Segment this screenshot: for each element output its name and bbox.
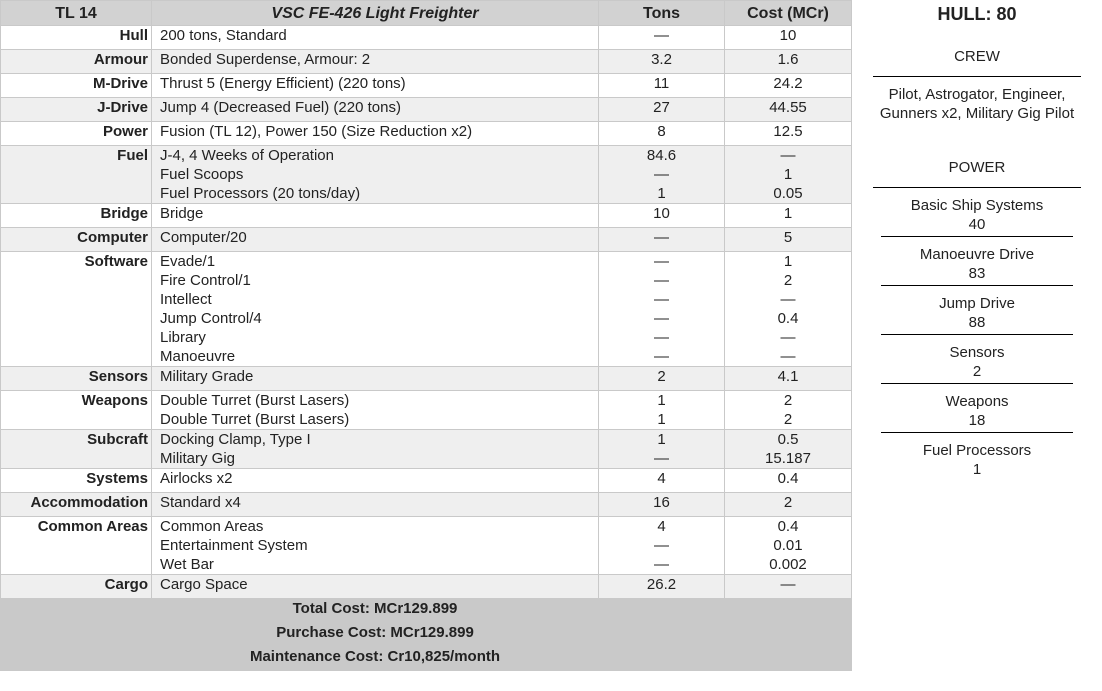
row-tons	[599, 391, 725, 430]
total-cost-row	[1, 599, 852, 623]
description-line: Common Areas	[160, 518, 264, 535]
row-tons	[599, 228, 725, 252]
description-line: Military Grade	[160, 368, 254, 385]
cost-value: 0.05	[773, 185, 803, 202]
description-line: Fire Control/1	[160, 272, 251, 289]
tons-value: 1	[657, 185, 666, 202]
description-line: Evade/1	[160, 253, 216, 270]
row-tons	[599, 204, 725, 228]
description-line: Computer/20	[160, 229, 247, 246]
row-cost	[725, 74, 852, 98]
description-line: Entertainment System	[160, 537, 308, 554]
row-cost	[725, 122, 852, 146]
crew-list	[852, 85, 1102, 123]
crew-title: CREW	[954, 48, 1000, 65]
spec-row	[1, 367, 852, 391]
row-cost	[725, 517, 852, 575]
row-cost	[725, 50, 852, 74]
row-cost	[725, 26, 852, 50]
tons-value: —	[654, 556, 669, 573]
spec-row	[1, 430, 852, 469]
row-tons	[599, 367, 725, 391]
description-line: Jump 4 (Decreased Fuel) (220 tons)	[160, 99, 401, 116]
row-tons	[599, 122, 725, 146]
spec-row	[1, 98, 852, 122]
row-label-text: Sensors	[88, 368, 148, 385]
cost-value: 5	[783, 229, 793, 246]
description-line: Fuel Processors (20 tons/day)	[160, 185, 361, 202]
row-description	[152, 252, 599, 367]
tons-value: 27	[653, 99, 670, 116]
description-line: J-4, 4 Weeks of Operation	[160, 147, 334, 164]
cost-value: 24.2	[773, 75, 803, 92]
tons-value: 84.6	[646, 147, 677, 164]
description-line: Bonded Superdense, Armour: 2	[160, 51, 371, 68]
row-cost	[725, 469, 852, 493]
description-line: Cargo Space	[160, 576, 248, 593]
row-cost	[725, 228, 852, 252]
row-label	[1, 252, 152, 367]
spec-row	[1, 204, 852, 228]
spec-row	[1, 26, 852, 50]
cost-value: 0.4	[777, 518, 799, 535]
row-description	[152, 575, 599, 599]
cost-value: 15.187	[765, 450, 811, 467]
crew-line: Gunners x2, Military Gig Pilot	[879, 105, 1075, 122]
description-line: Intellect	[160, 291, 212, 308]
description-line: Manoeuvre	[160, 348, 236, 365]
description-line: Bridge	[160, 205, 204, 222]
row-label	[1, 146, 152, 204]
row-cost	[725, 430, 852, 469]
row-label	[1, 493, 152, 517]
power-entry	[852, 433, 1102, 481]
row-cost	[725, 252, 852, 367]
power-entry-value: 88	[968, 314, 986, 331]
row-description	[152, 146, 599, 204]
row-label-text: Subcraft	[87, 431, 148, 448]
row-description	[152, 50, 599, 74]
maintenance-cost: Maintenance Cost: Cr10,825/month	[152, 647, 599, 671]
tech-level: TL 14	[1, 1, 152, 26]
row-label-text: Cargo	[104, 576, 148, 593]
description-line: Library	[160, 329, 206, 346]
tons-value: 4	[657, 470, 666, 487]
spec-row	[1, 228, 852, 252]
row-cost	[725, 391, 852, 430]
row-label-text: Bridge	[100, 205, 148, 222]
cost-value: —	[780, 329, 796, 346]
row-label	[1, 204, 152, 228]
tons-value: 2	[657, 368, 666, 385]
row-label-text: J-Drive	[97, 99, 148, 116]
power-entry-name: Weapons	[945, 393, 1009, 410]
description-line: Wet Bar	[160, 556, 214, 573]
power-entry-name: Fuel Processors	[922, 442, 1032, 459]
power-entry	[852, 335, 1102, 383]
row-tons	[599, 146, 725, 204]
power-entry	[852, 188, 1102, 236]
power-entry-name: Basic Ship Systems	[910, 197, 1044, 214]
cost-value: 44.55	[769, 99, 807, 116]
description-line: Military Gig	[160, 450, 236, 467]
power-list	[852, 188, 1102, 481]
tons-value: —	[654, 27, 669, 44]
power-entry-value: 40	[968, 216, 986, 233]
row-tons	[599, 252, 725, 367]
total-cost: Total Cost: MCr129.899	[152, 599, 599, 623]
spec-row	[1, 122, 852, 146]
row-label-text: Common Areas	[37, 518, 148, 535]
cost-value: 0.01	[773, 537, 803, 554]
tons-value: 1	[657, 431, 666, 448]
spec-row	[1, 50, 852, 74]
hull-points: HULL: 80	[937, 4, 1017, 24]
row-label	[1, 74, 152, 98]
row-tons	[599, 50, 725, 74]
power-entry-value: 83	[968, 265, 986, 282]
cost-value: 1	[783, 253, 793, 270]
spec-row	[1, 493, 852, 517]
row-cost	[725, 146, 852, 204]
cost-value: —	[780, 147, 796, 164]
row-label	[1, 469, 152, 493]
ship-name: VSC FE-426 Light Freighter	[152, 1, 599, 26]
power-entry	[852, 384, 1102, 432]
power-entry-name: Sensors	[949, 344, 1005, 361]
tons-value: —	[654, 537, 669, 554]
row-description	[152, 517, 599, 575]
description-line: Standard x4	[160, 494, 241, 511]
spec-row	[1, 517, 852, 575]
row-description	[152, 469, 599, 493]
power-title: POWER	[948, 159, 1006, 176]
row-cost	[725, 204, 852, 228]
row-label	[1, 430, 152, 469]
row-description	[152, 228, 599, 252]
row-tons	[599, 74, 725, 98]
row-label-text: Fuel	[117, 147, 148, 164]
description-line: Double Turret (Burst Lasers)	[160, 411, 350, 428]
tons-value: —	[654, 329, 669, 346]
tons-value: 10	[653, 205, 670, 222]
description-line: Jump Control/4	[160, 310, 262, 327]
cost-value: 12.5	[773, 123, 803, 140]
row-label	[1, 98, 152, 122]
purchase-cost-row	[1, 623, 852, 647]
row-label	[1, 391, 152, 430]
cost-value: 0.4	[777, 470, 799, 487]
description-line: Docking Clamp, Type I	[160, 431, 311, 448]
spec-row	[1, 74, 852, 98]
tons-value: —	[654, 229, 669, 246]
row-description	[152, 98, 599, 122]
description-line: Fuel Scoops	[160, 166, 244, 183]
tons-value: —	[654, 348, 669, 365]
row-tons	[599, 493, 725, 517]
row-description	[152, 430, 599, 469]
cost-value: 4.1	[777, 368, 799, 385]
row-cost	[725, 493, 852, 517]
cost-value: 0.5	[777, 431, 799, 448]
row-label-text: Software	[84, 253, 148, 270]
row-cost	[725, 98, 852, 122]
maintenance-cost-row	[1, 647, 852, 671]
spec-row	[1, 575, 852, 599]
description-line: Fusion (TL 12), Power 150 (Size Reduction x2)	[160, 123, 473, 140]
row-label	[1, 122, 152, 146]
row-description	[152, 204, 599, 228]
tons-value: —	[654, 291, 669, 308]
power-entry-value: 1	[972, 461, 982, 478]
tons-value: 8	[657, 123, 666, 140]
tons-value: —	[654, 450, 669, 467]
cost-value: 1	[783, 205, 793, 222]
row-label	[1, 575, 152, 599]
row-cost	[725, 575, 852, 599]
tons-value: 1	[657, 392, 666, 409]
description-line: 200 tons, Standard	[160, 27, 287, 44]
row-description	[152, 26, 599, 50]
row-tons	[599, 26, 725, 50]
tons-value: 26.2	[646, 576, 677, 593]
row-label	[1, 26, 152, 50]
row-tons	[599, 430, 725, 469]
tons-header: Tons	[599, 1, 725, 26]
header-row	[1, 1, 852, 26]
cost-value: 0.002	[769, 556, 807, 573]
row-description	[152, 493, 599, 517]
tons-value: 4	[657, 518, 666, 535]
power-entry-value: 18	[968, 412, 986, 429]
tons-value: —	[654, 253, 669, 270]
row-tons	[599, 575, 725, 599]
row-label-text: Systems	[86, 470, 148, 487]
power-entry	[852, 286, 1102, 334]
row-description	[152, 367, 599, 391]
row-label	[1, 367, 152, 391]
cost-header: Cost (MCr)	[725, 1, 852, 26]
tons-value: —	[654, 166, 669, 183]
row-label-text: Armour	[93, 51, 148, 68]
description-line: Thrust 5 (Energy Efficient) (220 tons)	[160, 75, 406, 92]
purchase-cost: Purchase Cost: MCr129.899	[152, 623, 599, 647]
row-label	[1, 517, 152, 575]
cost-value: 0.4	[777, 310, 799, 327]
row-label	[1, 50, 152, 74]
row-tons	[599, 469, 725, 493]
tons-value: —	[654, 272, 669, 289]
cost-value: —	[780, 348, 796, 365]
power-entry	[852, 237, 1102, 285]
row-description	[152, 74, 599, 98]
row-tons	[599, 517, 725, 575]
row-label-text: Power	[102, 123, 148, 140]
spec-row	[1, 146, 852, 204]
description-line: Airlocks x2	[160, 470, 233, 487]
cost-value: —	[780, 291, 796, 308]
row-cost	[725, 367, 852, 391]
power-entry-value: 2	[972, 363, 982, 380]
row-description	[152, 391, 599, 430]
spec-row	[1, 391, 852, 430]
row-label-text: Weapons	[81, 392, 148, 409]
cost-value: 2	[783, 494, 793, 511]
row-label-text: Accommodation	[30, 494, 148, 511]
cost-value: 1	[783, 166, 793, 183]
cost-value: —	[780, 576, 796, 593]
cost-value: 2	[783, 272, 793, 289]
row-description	[152, 122, 599, 146]
row-label-text: M-Drive	[92, 75, 148, 92]
description-line: Double Turret (Burst Lasers)	[160, 392, 350, 409]
summary-panel	[852, 0, 1102, 481]
cost-value: 10	[779, 27, 797, 44]
power-entry-name: Manoeuvre Drive	[919, 246, 1035, 263]
tons-value: 11	[653, 75, 670, 92]
spec-row	[1, 469, 852, 493]
row-label-text: Computer	[77, 229, 148, 246]
cost-value: 1.6	[777, 51, 799, 68]
spec-row	[1, 252, 852, 367]
row-tons	[599, 98, 725, 122]
power-entry-name: Jump Drive	[939, 295, 1015, 312]
crew-line: Pilot, Astrogator, Engineer,	[888, 86, 1066, 103]
tons-value: 1	[657, 411, 666, 428]
cost-value: 2	[783, 411, 793, 428]
cost-value: 2	[783, 392, 793, 409]
tons-value: —	[654, 310, 669, 327]
row-label	[1, 228, 152, 252]
tons-value: 16	[653, 494, 670, 511]
tons-value: 3.2	[651, 51, 672, 68]
row-label-text: Hull	[119, 27, 148, 44]
